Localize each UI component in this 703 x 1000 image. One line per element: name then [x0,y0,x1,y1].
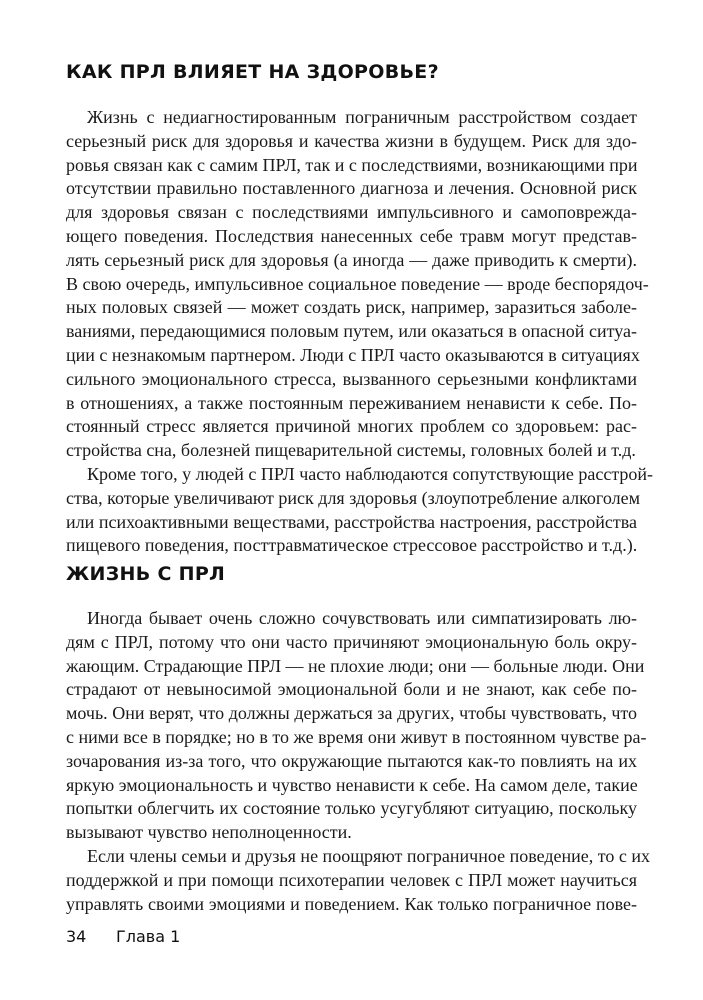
text-line: Кроме того, у людей с ПРЛ часто наблюдаются сопутствующие расстрой- [87,464,654,484]
text-line: дям с ПРЛ, потому что они часто причиняют эмоциональную боль окру- [66,631,637,652]
text-line: попытки облегчить их состояние только усугубляют ситуацию, поскольку [66,798,637,819]
text-line: Жизнь с недиагностированным пограничным расстройством создает [87,107,637,127]
text-line: ства, которые увеличивают риск для здоровья (злоупотребление алкоголем [66,487,640,508]
text-line: ровья связан как с самим ПРЛ, так и с последствиями, возникающими при [66,154,638,175]
text-line: лять серьезный риск для здоровья (а иногда — даже приводить к смерти). [66,249,637,270]
chapter-label: Глава 1 [116,927,181,946]
text-line: отсутствии правильно поставленного диагноза и лечения. Основной риск [66,178,637,199]
text-line: поддержкой и при помощи психотерапии человек с ПРЛ может научиться [66,869,637,890]
text-line: для здоровья связан с последствиями импульсивного и самоповрежда- [66,202,637,223]
text-line: ющего поведения. Последствия нанесенных себе травм могут представ- [66,225,637,246]
text-line: ции с незнакомым партнером. Люди с ПРЛ часто оказываются в ситуациях [66,344,640,365]
text-line: зочарования из-за того, что окружающие пытаются как-то повлиять на их [66,750,637,771]
text-line: яркую эмоциональность и чувство ненависти к себе. На самом деле, такие [66,774,638,795]
text-line: стоянный стресс является причиной многих проблем со здоровьем: рас- [66,416,637,437]
text-line: мочь. Они верят, что должны держаться за других, чтобы чувствовать, что [66,703,637,724]
section-heading-living: ЖИЗНЬ С ПРЛ [66,563,226,585]
paragraph-health-risks [66,106,649,463]
text-line: жающим. Страдающие ПРЛ — не плохие люди; они — больные люди. Они [66,655,645,676]
page-footer [66,927,180,946]
section-heading-health: КАК ПРЛ ВЛИЯЕТ НА ЗДОРОВЬЕ? [66,61,439,83]
text-line: стройства сна, болезней пищеварительной системы, головных болей и т.д. [66,440,636,461]
text-line: пищевого поведения, посттравматическое стрессовое расстройство и т.д.). [66,535,638,556]
paragraph-support [66,845,651,916]
text-line: Иногда бывает очень сложно сочувствовать или симпатизировать лю- [87,608,637,628]
text-line: с ними все в порядке; но в то же время они живут в постоянном чувстве ра- [66,726,647,747]
text-line: или психоактивными веществами, расстройства настроения, расстройства [66,511,637,532]
text-line: вызывают чувство неполноценности. [66,822,352,843]
text-line: В свою очередь, импульсивное социальное поведение — вроде беспорядоч- [66,273,649,294]
text-line: ных половых связей — может создать риск, например, заразиться заболе- [66,297,637,318]
text-line: сильного эмоционального стресса, вызванного серьезными конфликтами [66,368,637,389]
text-line: серьезный риск для здоровья и качества жизни в будущем. Риск для здо- [66,130,637,151]
page-number: 34 [66,927,87,946]
text-line: Если члены семьи и друзья не поощряют пограничное поведение, то с их [87,846,651,866]
text-line: ваниями, передающимися половым путем, или оказаться в опасной ситуа- [66,321,637,342]
text-line: в отношениях, а также постоянным переживанием ненависти к себе. По- [66,392,637,413]
text-line: управлять своими эмоциями и поведением. Как только пограничное пове- [66,893,637,914]
paragraph-empathy [66,607,647,845]
paragraph-comorbid-disorders [66,463,654,558]
text-line: страдают от невыносимой эмоциональной боли и не знают, как себе по- [66,679,637,700]
